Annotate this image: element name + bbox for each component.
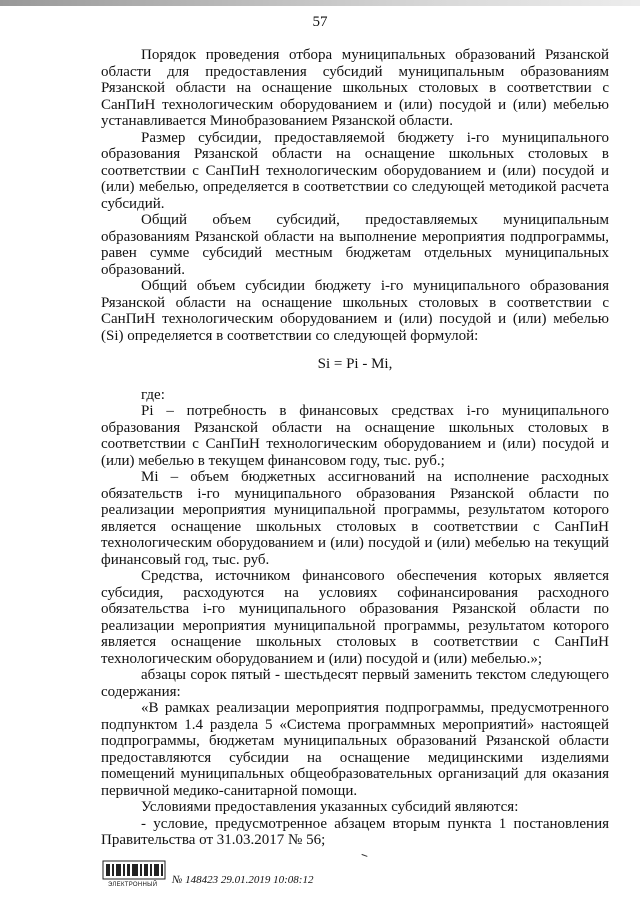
paragraph-condition-item: - условие, предусмотренное абзацем вторым пункта 1 постановления Правительства от 31.03.2017 № 56; <box>101 815 609 848</box>
paragraph-funding-conditions: Средства, источником финансового обеспечения которых является субсидия, расходуются на условиях софинансирования расходного обязательства i-го муниципального образования Рязанской области по реализации мероприятия муниципальной программы, результатом которого является оснащение школьных столовых в соответствии с СанПиН технологическим оборудованием и (или) посудой и (или) мебелью.»; <box>101 568 609 667</box>
formula: Si = Pi - Mi, <box>317 356 393 372</box>
document-body <box>101 47 609 849</box>
paragraph-conditions-heading: Условиями предоставления указанных субсидий являются: <box>141 799 519 815</box>
paragraph-subsidy-size: Размер субсидии, предоставляемой бюджету i-го муниципального образования Рязанской области на оснащение школьных столовых в соответствии с СанПиН технологическим оборудованием и (или) посудой и (или) мебелью, определяется в соответствии со следующей методикой расчета субсидий. <box>101 129 609 212</box>
page-number: 57 <box>312 14 328 30</box>
definition-pi: Pi – потребность в финансовых средствах i-го муниципального образования Рязанской области на оснащение школьных столовых в соответствии с СанПиН технологическим оборудованием и (или) посудой и (или) мебелью в текущем финансовом году, тыс. руб.; <box>101 403 609 469</box>
paragraph-subsidy-formula-intro: Общий объем субсидии бюджету i-го муниципального образования Рязанской области на оснащение школьных столовых в соответствии с СанПиН технологическим оборудованием и (или) посудой и (или) мебелью (Si) определяется в соответствии со следующей формулой: <box>101 278 609 344</box>
paragraph-medical-subsidies: «В рамках реализации мероприятия подпрограммы, предусмотренного подпунктом 1.4 раздела 5 «Система программных мероприятий» настоящей подпрограммы, бюджетам муниципальных образований Рязанской области предоставляются субсидии на оснащение медицинскими изделиями помещений муниципальных общеобразовательных организаций для оказания первичной медико-санитарной помощи. <box>101 700 609 799</box>
definition-mi: Mi – объем бюджетных ассигнований на исполнение расходных обязательств i-го муниципального образования Рязанской области по реализации мероприятия муниципальной программы, результатом которого является оснащение школьных столовых в соответствии с СанПиН технологическим оборудованием и (или) посудой и (или) мебелью на текущий финансовый год, тыс. руб. <box>101 469 609 568</box>
scan-mark <box>361 851 368 857</box>
document-registration-id: № 148423 29.01.2019 10:08:12 <box>172 874 314 886</box>
paragraph-replace-instruction: абзацы сорок пятый - шестьдесят первый заменить текстом следующего содержания: <box>101 667 609 700</box>
document-footer <box>102 860 342 896</box>
scan-edge-artifact <box>0 0 640 6</box>
paragraph-selection-procedure: Порядок проведения отбора муниципальных образований Рязанской области для предоставления субсидий муниципальным образованиям Рязанской области на оснащение школьных столовых в соответствии с СанПиН технологическим оборудованием и (или) посудой и (или) мебелью устанавливается Минобразованием Рязанской области. <box>101 47 609 129</box>
stamp-label: ЭЛЕКТРОННЫЙ <box>108 882 158 888</box>
paragraph-total-volume: Общий объем субсидий, предоставляемых муниципальным образованиям Рязанской области на выполнение мероприятия подпрограммы, равен сумме субсидий местным бюджетам отдельных муниципальных образований. <box>101 212 609 278</box>
formula-where: где: <box>141 386 165 403</box>
electronic-stamp-icon <box>102 860 166 880</box>
